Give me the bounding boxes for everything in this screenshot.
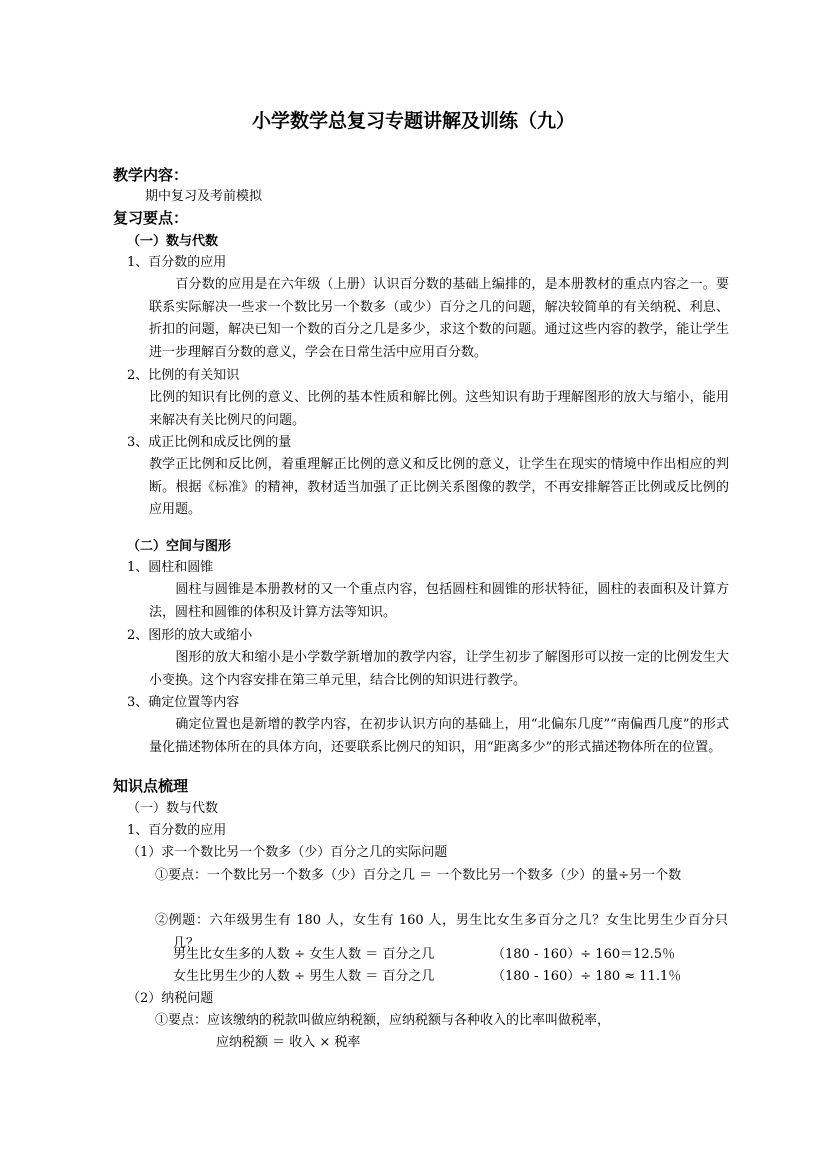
calc-line-2-left: 女生比男生少的人数 ÷ 男生人数 ＝ 百分之几	[173, 969, 435, 984]
review-item-paragraph: 圆柱与圆锥是本册教材的又一个重点内容，包括圆柱和圆锥的形状特征，圆柱的表面积及计算方法，圆柱和圆锥的体积及计算方法等知识。	[149, 582, 729, 620]
review-item-title: 2、图形的放大或缩小	[127, 628, 253, 643]
review-item-paragraph: 百分数的应用是在六年级（上册）认识百分数的基础上编排的，是本册教材的重点内容之一。要联系实际解决一些求一个数比另一个数多（或少）百分之几的问题，解决较简单的有关纳税、利息、折扣的问题，解决已知一个数的百分之几是多少，求这个数的问题。通过这些内容的教学，能让学生进一步理解百分数的意义，学会在日常生活中应用百分数。	[149, 277, 729, 361]
calc-line-1-left: 男生比女生多的人数 ÷ 女生人数 ＝ 百分之几	[173, 947, 435, 962]
review-section-1-heading: （一）数与代数	[127, 234, 219, 249]
review-item-title: 3、确定位置等内容	[127, 695, 240, 710]
review-section-2-heading: （二）空间与图形	[127, 539, 232, 554]
review-item-paragraph: 图形的放大和缩小是小学数学新增加的教学内容，让学生初步了解图形可以按一定的比例发生大小变换。这个内容安排在第三单元里，结合比例的知识进行教学。	[149, 650, 729, 688]
knowledge-subitem-title: （2）纳税问题	[127, 991, 214, 1006]
knowledge-point	[155, 865, 728, 888]
review-item-title: 1、圆柱和圆锥	[127, 560, 214, 575]
calc-line-2-right: （180 - 160）÷ 180 ≈ 11.1％	[492, 969, 682, 984]
knowledge-point: ①要点：应该缴纳的税款叫做应纳税额，应纳税额与各种收入的比率叫做税率，	[155, 1013, 611, 1028]
tax-formula: 应纳税额 ＝ 收入 × 税率	[216, 1035, 361, 1050]
review-item-title: 3、成正比例和成反比例的量	[127, 435, 292, 450]
teaching-content-text: 期中复习及考前模拟	[145, 189, 263, 204]
knowledge-section-heading: （一）数与代数	[127, 801, 219, 816]
teaching-content-heading: 教学内容：	[113, 166, 189, 184]
knowledge-subitem-title: （1）求一个数比另一个数多（少）百分之几的实际问题	[127, 845, 448, 860]
document-title: 小学数学总复习专题讲解及训练（九）	[251, 110, 575, 132]
review-points-heading: 复习要点：	[113, 209, 189, 227]
knowledge-heading: 知识点梳理	[113, 777, 189, 795]
review-item-paragraph: 比例的知识有比例的意义、比例的基本性质和解比例。这些知识有助于理解图形的放大与缩小，能用来解决有关比例尺的问题。	[149, 390, 729, 428]
review-item-paragraph: 教学正比例和反比例，着重理解正比例的意义和反比例的意义，让学生在现实的情境中作出相应的判断。根据《标准》的精神，教材适当加强了正比例关系图像的教学，不再安排解答正比例或反比例的应用题。	[149, 457, 729, 518]
knowledge-point-text: ①要点：一个数比另一个数多（少）百分之几 ＝ 一个数比另一个数多（少）的量÷另一个数	[155, 868, 682, 883]
review-item-title: 1、百分数的应用	[127, 255, 227, 270]
knowledge-example-text: ②例题：六年级男生有 180 人，女生有 160 人，男生比女生多百分之几？女生比男生少百分只几？	[155, 913, 728, 951]
calc-line-1-right: （180 - 160）÷ 160＝12.5％	[492, 947, 676, 962]
knowledge-item-title: 1、百分数的应用	[127, 823, 227, 838]
review-item-title: 2、比例的有关知识	[127, 368, 240, 383]
review-item-paragraph: 确定位置也是新增的教学内容，在初步认识方向的基础上，用“北偏东几度”“南偏西几度”的形式量化描述物体所在的具体方向，还要联系比例尺的知识，用“距离多少”的形式描述物体所在的位置。	[149, 717, 729, 755]
